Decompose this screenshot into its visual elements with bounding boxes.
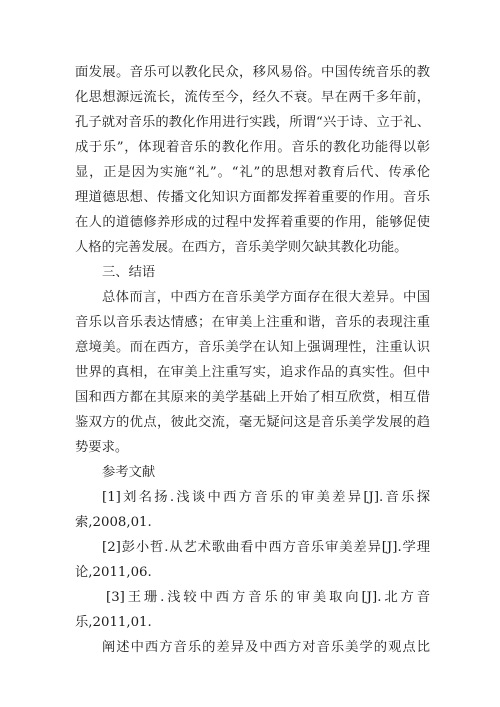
next-section-title: 阐述中西方音乐的差异及中西方对音乐美学的观点比	[102, 640, 430, 655]
paragraph-line: 化思想源远流长，流传至今，经久不衰。早在两千多年前，	[75, 90, 430, 105]
section-heading: 三、结语	[102, 265, 156, 280]
paragraph-line: 人格的完善发展。在西方，音乐美学则欠缺其教化功能。	[75, 240, 408, 255]
paragraph-line: 成于乐”，体现着音乐的教化作用。音乐的教化功能得以彰	[75, 140, 430, 155]
reference-entry-continuation: 论,2011,06.	[75, 565, 152, 580]
paragraph-line: 孔子就对音乐的教化作用进行实践，所谓“兴于诗、立于礼、	[75, 115, 430, 130]
reference-entry: [3]王珊.浅较中西方音乐的审美取向[J].北方音	[106, 590, 430, 605]
paragraph-line: 世界的真相，在审美上注重写实，追求作品的真实性。但中	[75, 365, 430, 380]
reference-entry-continuation: 乐,2011,01.	[75, 615, 152, 630]
paragraph-line: 势要求。	[75, 440, 129, 455]
paragraph-line: 音乐以音乐表达情感；在审美上注重和谐，音乐的表现注重	[75, 315, 430, 330]
paragraph-line: 鉴双方的优点，彼此交流，毫无疑问这是音乐美学发展的趋	[75, 415, 430, 430]
paragraph-line: 意境美。而在西方，音乐美学在认知上强调理性，注重认识	[75, 340, 430, 355]
paragraph-line: 在人的道德修养形成的过程中发挥着重要的作用，能够促使	[75, 215, 430, 230]
paragraph-line: 理道德思想、传播文化知识方面都发挥着重要的作用。音乐	[75, 190, 430, 205]
paragraph-line: 显，正是因为实施“礼”。“礼”的思想对教育后代、传承伦	[75, 165, 430, 180]
reference-entry: [2]彭小哲.从艺术歌曲看中西方音乐审美差异[J].学理	[102, 540, 430, 555]
paragraph-line: 面发展。音乐可以教化民众，移风易俗。中国传统音乐的教	[75, 65, 430, 80]
paragraph-line: 总体而言，中西方在音乐美学方面存在很大差异。中国	[102, 290, 430, 305]
paragraph-line: 国和西方都在其原来的美学基础上开始了相互欣赏，相互借	[75, 390, 430, 405]
references-heading: 参考文献	[102, 465, 156, 480]
reference-entry: [1]刘名扬.浅谈中西方音乐的审美差异[J].音乐探	[102, 490, 430, 505]
reference-entry-continuation: 索,2008,01.	[75, 515, 152, 530]
